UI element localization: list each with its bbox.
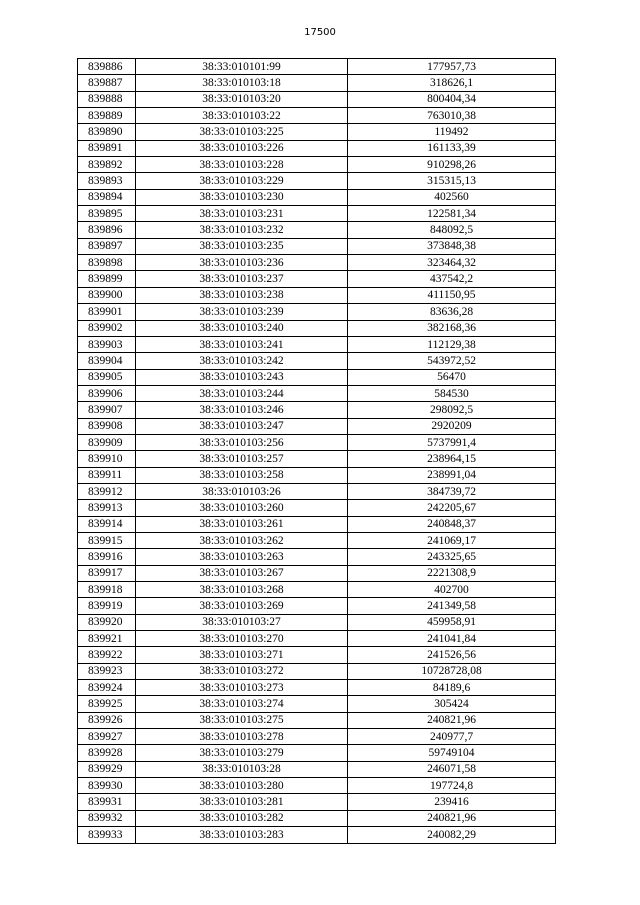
row-number-cell: 839889 [78,108,136,124]
row-number-cell: 839894 [78,189,136,205]
table-row [78,794,556,810]
cadastral-number-cell: 38:33:010103:228 [136,157,348,173]
row-number-cell: 839925 [78,696,136,712]
cadastral-number-cell: 38:33:010103:271 [136,647,348,663]
cadastral-value-cell: 240821,96 [348,712,556,728]
cadastral-number-cell: 38:33:010103:27 [136,614,348,630]
row-number-cell: 839886 [78,59,136,75]
row-number-cell: 839892 [78,157,136,173]
table-row [78,336,556,352]
table-row [78,598,556,614]
cadastral-number-cell: 38:33:010103:256 [136,434,348,450]
row-number-cell: 839906 [78,385,136,401]
cadastral-number-cell: 38:33:010103:235 [136,238,348,254]
row-number-cell: 839916 [78,549,136,565]
cadastral-value-cell: 56470 [348,369,556,385]
table-row [78,108,556,124]
page-number: 17500 [304,27,336,38]
cadastral-value-cell: 246071,58 [348,761,556,777]
row-number-cell: 839893 [78,173,136,189]
cadastral-value-cell: 238991,04 [348,467,556,483]
row-number-cell: 839903 [78,336,136,352]
row-number-cell: 839933 [78,827,136,843]
cadastral-value-cell: 59749104 [348,745,556,761]
table-row [78,549,556,565]
table-row [78,614,556,630]
cadastral-value-cell: 239416 [348,794,556,810]
cadastral-number-cell: 38:33:010103:272 [136,663,348,679]
cadastral-value-cell: 240848,37 [348,516,556,532]
cadastral-number-cell: 38:33:010103:28 [136,761,348,777]
table-row [78,320,556,336]
cadastral-value-cell: 84189,6 [348,680,556,696]
table-row [78,173,556,189]
cadastral-value-cell: 437542,2 [348,271,556,287]
table-row [78,75,556,91]
row-number-cell: 839887 [78,75,136,91]
cadastral-value-cell: 2221308,9 [348,565,556,581]
row-number-cell: 839904 [78,353,136,369]
row-number-cell: 839924 [78,680,136,696]
table-row [78,663,556,679]
cadastral-number-cell: 38:33:010103:246 [136,402,348,418]
cadastral-value-cell: 240821,96 [348,810,556,826]
cadastral-value-cell: 543972,52 [348,353,556,369]
cadastral-number-cell: 38:33:010103:20 [136,91,348,107]
cadastral-number-cell: 38:33:010103:279 [136,745,348,761]
cadastral-number-cell: 38:33:010103:232 [136,222,348,238]
cadastral-number-cell: 38:33:010103:243 [136,369,348,385]
row-number-cell: 839930 [78,778,136,794]
table-row [78,712,556,728]
row-number-cell: 839928 [78,745,136,761]
row-number-cell: 839905 [78,369,136,385]
row-number-cell: 839932 [78,810,136,826]
cadastral-value-cell: 238964,15 [348,451,556,467]
table-row [78,696,556,712]
row-number-cell: 839914 [78,516,136,532]
cadastral-number-cell: 38:33:010103:270 [136,631,348,647]
row-number-cell: 839915 [78,532,136,548]
row-number-cell: 839923 [78,663,136,679]
cadastral-number-cell: 38:33:010103:283 [136,827,348,843]
row-number-cell: 839907 [78,402,136,418]
cadastral-number-cell: 38:33:010103:239 [136,304,348,320]
cadastral-value-cell: 241349,58 [348,598,556,614]
table-row [78,385,556,401]
cadastral-value-cell: 240082,29 [348,827,556,843]
table-row [78,810,556,826]
cadastral-value-cell: 584530 [348,385,556,401]
table-body [78,59,556,844]
row-number-cell: 839929 [78,761,136,777]
cadastral-number-cell: 38:33:010103:226 [136,140,348,156]
table-row [78,369,556,385]
cadastral-number-cell: 38:33:010103:22 [136,108,348,124]
row-number-cell: 839926 [78,712,136,728]
table-row [78,516,556,532]
row-number-cell: 839921 [78,631,136,647]
row-number-cell: 839888 [78,91,136,107]
cadastral-number-cell: 38:33:010103:268 [136,582,348,598]
table-row [78,353,556,369]
table-row [78,91,556,107]
table-row [78,140,556,156]
cadastral-value-cell: 800404,34 [348,91,556,107]
cadastral-value-cell: 83636,28 [348,304,556,320]
row-number-cell: 839899 [78,271,136,287]
cadastral-number-cell: 38:33:010103:263 [136,549,348,565]
cadastral-number-cell: 38:33:010103:262 [136,532,348,548]
cadastral-number-cell: 38:33:010103:280 [136,778,348,794]
cadastral-value-cell: 119492 [348,124,556,140]
cadastral-value-cell: 373848,38 [348,238,556,254]
table-row [78,532,556,548]
cadastral-value-cell: 2920209 [348,418,556,434]
table-row [78,745,556,761]
cadastral-value-cell: 112129,38 [348,336,556,352]
cadastral-value-cell: 459958,91 [348,614,556,630]
table-row [78,483,556,499]
cadastral-value-cell: 122581,34 [348,206,556,222]
table-row [78,434,556,450]
table-row [78,124,556,140]
row-number-cell: 839895 [78,206,136,222]
cadastral-value-cell: 5737991,4 [348,434,556,450]
table-row [78,287,556,303]
table-row [78,157,556,173]
table-row [78,761,556,777]
cadastral-value-cell: 323464,32 [348,255,556,271]
cadastral-number-cell: 38:33:010103:241 [136,336,348,352]
cadastral-number-cell: 38:33:010103:281 [136,794,348,810]
cadastral-number-cell: 38:33:010103:258 [136,467,348,483]
cadastral-value-cell: 240977,7 [348,729,556,745]
table-row [78,59,556,75]
table-row [78,255,556,271]
cadastral-value-cell: 177957,73 [348,59,556,75]
row-number-cell: 839900 [78,287,136,303]
cadastral-value-cell: 402700 [348,582,556,598]
cadastral-number-cell: 38:33:010103:274 [136,696,348,712]
row-number-cell: 839908 [78,418,136,434]
row-number-cell: 839910 [78,451,136,467]
table-row [78,206,556,222]
cadastral-value-table [77,58,556,844]
row-number-cell: 839912 [78,483,136,499]
cadastral-value-cell: 241526,56 [348,647,556,663]
cadastral-number-cell: 38:33:010103:18 [136,75,348,91]
cadastral-number-cell: 38:33:010103:237 [136,271,348,287]
row-number-cell: 839913 [78,500,136,516]
table-row [78,467,556,483]
cadastral-number-cell: 38:33:010103:229 [136,173,348,189]
row-number-cell: 839917 [78,565,136,581]
table-row [78,238,556,254]
cadastral-value-cell: 384739,72 [348,483,556,499]
cadastral-value-cell: 298092,5 [348,402,556,418]
cadastral-value-cell: 241069,17 [348,532,556,548]
table-row [78,778,556,794]
cadastral-number-cell: 38:33:010103:242 [136,353,348,369]
row-number-cell: 839890 [78,124,136,140]
table-row [78,418,556,434]
cadastral-value-cell: 243325,65 [348,549,556,565]
cadastral-number-cell: 38:33:010103:231 [136,206,348,222]
cadastral-number-cell: 38:33:010103:230 [136,189,348,205]
cadastral-value-cell: 382168,36 [348,320,556,336]
table-row [78,582,556,598]
table-row [78,271,556,287]
cadastral-value-cell: 318626,1 [348,75,556,91]
table-row [78,631,556,647]
row-number-cell: 839897 [78,238,136,254]
table-row [78,729,556,745]
cadastral-number-cell: 38:33:010103:225 [136,124,348,140]
table-row [78,827,556,843]
row-number-cell: 839922 [78,647,136,663]
cadastral-number-cell: 38:33:010103:275 [136,712,348,728]
table-row [78,500,556,516]
row-number-cell: 839902 [78,320,136,336]
row-number-cell: 839927 [78,729,136,745]
cadastral-value-cell: 10728728,08 [348,663,556,679]
cadastral-number-cell: 38:33:010103:240 [136,320,348,336]
cadastral-value-cell: 315315,13 [348,173,556,189]
cadastral-value-cell: 197724,8 [348,778,556,794]
cadastral-value-cell: 161133,39 [348,140,556,156]
cadastral-value-cell: 241041,84 [348,631,556,647]
cadastral-number-cell: 38:33:010103:261 [136,516,348,532]
table-row [78,647,556,663]
cadastral-number-cell: 38:33:010103:282 [136,810,348,826]
row-number-cell: 839901 [78,304,136,320]
cadastral-value-cell: 411150,95 [348,287,556,303]
table-row [78,189,556,205]
table-row [78,304,556,320]
row-number-cell: 839896 [78,222,136,238]
row-number-cell: 839909 [78,434,136,450]
cadastral-number-cell: 38:33:010101:99 [136,59,348,75]
cadastral-number-cell: 38:33:010103:260 [136,500,348,516]
row-number-cell: 839891 [78,140,136,156]
table-row [78,222,556,238]
row-number-cell: 839931 [78,794,136,810]
cadastral-value-cell: 910298,26 [348,157,556,173]
cadastral-number-cell: 38:33:010103:278 [136,729,348,745]
cadastral-number-cell: 38:33:010103:247 [136,418,348,434]
cadastral-number-cell: 38:33:010103:236 [136,255,348,271]
cadastral-number-cell: 38:33:010103:257 [136,451,348,467]
cadastral-number-cell: 38:33:010103:244 [136,385,348,401]
cadastral-value-cell: 402560 [348,189,556,205]
row-number-cell: 839920 [78,614,136,630]
cadastral-number-cell: 38:33:010103:267 [136,565,348,581]
cadastral-value-cell: 763010,38 [348,108,556,124]
cadastral-value-cell: 242205,67 [348,500,556,516]
table-row [78,451,556,467]
cadastral-value-cell: 305424 [348,696,556,712]
cadastral-number-cell: 38:33:010103:26 [136,483,348,499]
row-number-cell: 839911 [78,467,136,483]
row-number-cell: 839919 [78,598,136,614]
row-number-cell: 839918 [78,582,136,598]
cadastral-number-cell: 38:33:010103:273 [136,680,348,696]
cadastral-number-cell: 38:33:010103:269 [136,598,348,614]
table-row [78,680,556,696]
table-row [78,402,556,418]
table-row [78,565,556,581]
cadastral-value-cell: 848092,5 [348,222,556,238]
row-number-cell: 839898 [78,255,136,271]
cadastral-number-cell: 38:33:010103:238 [136,287,348,303]
